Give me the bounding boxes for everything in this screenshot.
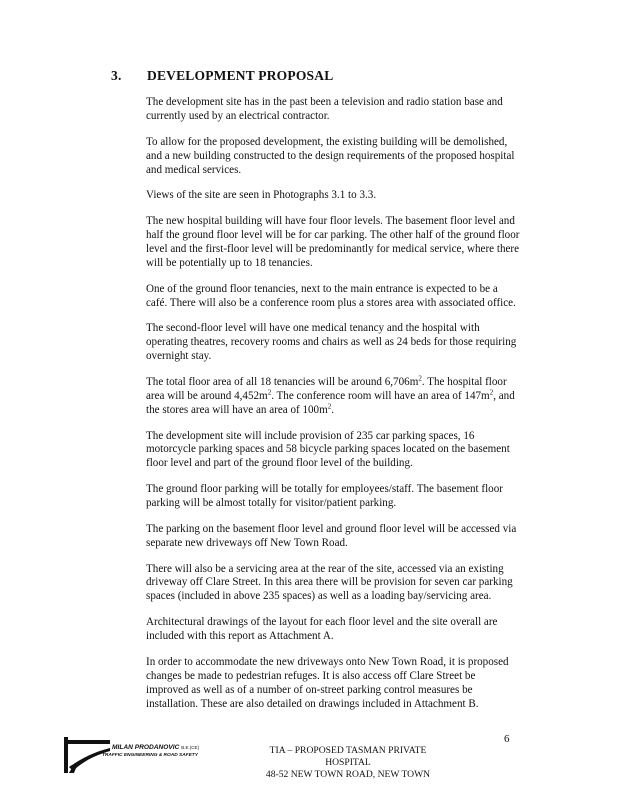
paragraph-2: To allow for the proposed development, the existing building will be demolished, and a new building constructed to the design requirements of the proposed hospital and medical services. (146, 135, 515, 176)
paragraph-4: The new hospital building will have four floor levels. The basement floor level and half the ground floor level will be for car parking. The other half of the ground floor level and the first-floor level will be predominantly for medical service, where there will be potentially up to 18 tenancies. (146, 215, 520, 269)
superscript-2: 2 (267, 388, 272, 397)
logo-name-suffix: B.E.(CE) (181, 745, 200, 750)
superscript-2: 2 (418, 374, 422, 383)
superscript-2: 2 (327, 402, 332, 411)
paragraph-11: There will also be a servicing area at the rear of the site, accessed via an existing driveway off Clare Street. In this area there will be provision for seven car parking spaces (included in above 235 spaces) as well as a loading bay/servicing area. (146, 562, 513, 603)
footer-line-1: TIA – PROPOSED TASMAN PRIVATE HOSPITAL (269, 745, 427, 768)
logo-name: MILAN PRODANOVIC (112, 744, 180, 751)
body-text (146, 96, 520, 723)
p7-text-c: . The conference room will have an area of 147m (271, 389, 490, 402)
paragraph-9: The ground floor parking will be totally for employees/staff. The basement floor parking will be almost totally for visitor/patient parking. (146, 483, 503, 510)
footer (248, 745, 448, 781)
section-heading (111, 68, 333, 84)
paragraph-5: One of the ground floor tenancies, next to the main entrance is expected to be a café. There will also be a conference room plus a stores area with associated office. (146, 282, 516, 309)
page-number: 6 (504, 733, 510, 745)
footer-line-2: 48-52 NEW TOWN ROAD, NEW TOWN (265, 769, 431, 780)
p7-text-d: , and the stores area will have an area of 100m (146, 389, 515, 416)
superscript-2: 2 (489, 388, 494, 397)
paragraph-13: In order to accommodate the new driveways onto New Town Road, it is proposed changes be made to pedestrian refuges. It is also access off Clare Street be improved as well as of a number of on-street parking control measures be installation. These are also detailed on drawings included in Attachment B. (146, 655, 509, 710)
company-logo (64, 737, 236, 775)
paragraph-12: Architectural drawings of the layout for each floor level and the site overall are included with this report as Attachment A. (146, 616, 498, 643)
p7-text-a: The total floor area of all 18 tenancies will be around 6,706m (146, 375, 419, 388)
paragraph-7 (146, 376, 520, 418)
p7-text-e: . (331, 403, 335, 416)
section-number: 3. (111, 68, 122, 83)
paragraph-3: Views of the site are seen in Photographs 3.1 to 3.3. (146, 189, 377, 202)
p7-text-b: . The hospital floor area will be around 4,452m (146, 375, 507, 402)
paragraph-1: The development site has in the past been a television and radio station base and currently used by an electrical contractor. (146, 96, 503, 122)
logo-tagline: TRAFFIC ENGINEERING & ROAD SAFETY (102, 753, 198, 758)
paragraph-10: The parking on the basement floor level and ground floor level will be accessed via separate new driveways off New Town Road. (146, 522, 517, 549)
paragraph-6: The second-floor level will have one medical tenancy and the hospital with operating theatres, recovery rooms and chairs as well as 24 beds for those requiring overnight stay. (146, 322, 517, 363)
paragraph-8: The development site will include provision of 235 car parking spaces, 16 motorcycle parking spaces and 58 bicycle parking spaces located on the basement floor level and part of the ground floor level of the building. (146, 429, 510, 470)
section-title: DEVELOPMENT PROPOSAL (147, 68, 334, 83)
